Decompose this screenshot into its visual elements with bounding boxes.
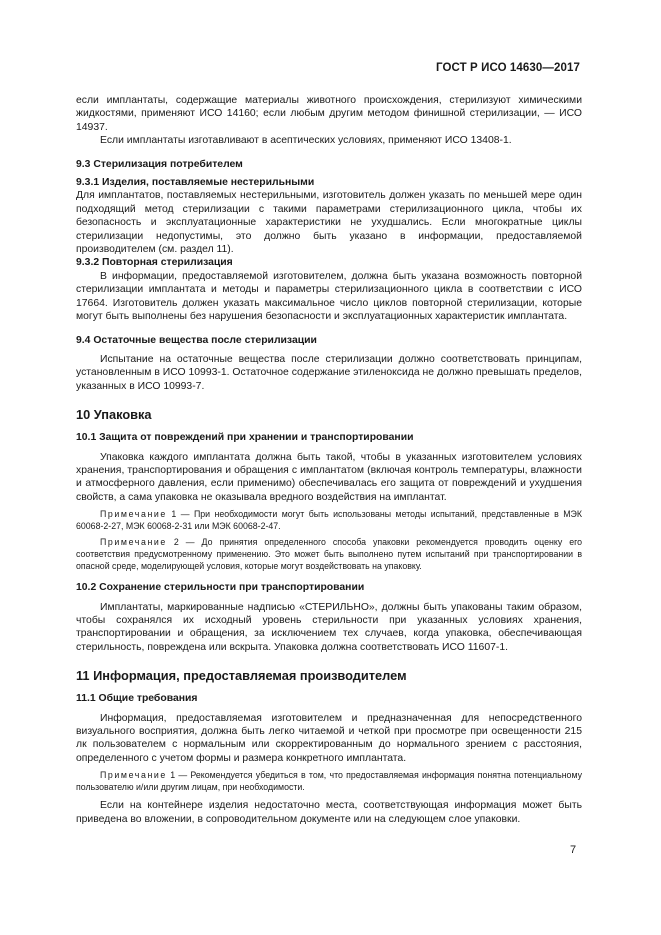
document-header: ГОСТ Р ИСО 14630—2017 — [435, 62, 580, 74]
page-number: 7 — [570, 844, 577, 856]
section-heading-10: 10 Упаковка — [76, 407, 152, 423]
note — [76, 537, 582, 572]
paragraph: Информация, предоставляемая изготовителем и предназначенная для непосредственного визуального восприятия, должна быть легко читаемой и четкой при просмотре при освещенности 215 лк пользователем с нормальным или скорректированным до нормального зрением с расстояния, определенного с учетом формы и размера конкретного имплантата. — [76, 712, 582, 764]
note-text: 1 — Рекомендуется убедиться в том, что предоставляемая информация понятна потенциальному пользователю и/или другим лицам, при необходимости. — [76, 770, 582, 792]
note — [76, 509, 582, 532]
paragraph: Упаковка каждого имплантата должна быть такой, чтобы в указанных изготовителем условиях хранения, транспортирования и обращения с имплантатом (включая контроль температуры, влажности и атмосферного давления, если применимо) обеспечивалась его защита от повреждений и ухудшения свойств, а сама упаковка не оказывала вредного воздействия на имплантат. — [76, 451, 582, 503]
paragraph: Испытание на остаточные вещества после стерилизации должно соответствовать принципам, установленным в ИСО 10993-1. Остаточное содержание этиленоксида не должно превышать пределов, указанных в ИСО 10993-7. — [76, 353, 582, 392]
section-heading-9-4: 9.4 Остаточные вещества после стерилизации — [76, 334, 317, 346]
paragraph: Если имплантаты изготавливают в асептических условиях, применяют ИСО 13408-1. — [100, 135, 512, 147]
section-heading-10-2: 10.2 Сохранение стерильности при транспортировании — [76, 582, 365, 594]
section-heading-11: 11 Информация, предоставляемая производителем — [76, 668, 407, 684]
note — [76, 770, 582, 793]
note-text: 2 — До принятия определенного способа упаковки рекомендуется проводить оценку его соответствия предусмотренному применению. Это может быть выполнено путем испытаний при транспортировании в опасной среде, моделирующей условия, которые могут воздействовать на упаковку. — [76, 537, 582, 571]
paragraph: если имплантаты, содержащие материалы животного происхождения, стерилизуют химическими жидкостями, применяют ИСО 14160; если любым другим методом финишной стерилизации, — ИСО 14937. — [76, 95, 582, 133]
note-text: 1 — При необходимости могут быть использованы методы испытаний, представленные в МЭК 60068-2-27, МЭК 60068-2-31 или МЭК 60068-2-47. — [76, 509, 582, 531]
paragraph: Для имплантатов, поставляемых нестерильными, изготовитель должен указать по меньшей мере один подходящий метод стерилизации с такими параметрами стерилизационного цикла, чтобы их безопасность и эксплуатационные характеристики не ухудшались. Если многократные циклы стерилизации недопустимы, это должно быть указано в информации, предоставляемой производителем (см. раздел 11). — [76, 190, 582, 256]
page-content — [76, 94, 582, 826]
note-label: Примечание — [100, 509, 167, 520]
section-heading-9-3-1: 9.3.1 Изделия, поставляемые нестерильными — [76, 177, 315, 189]
section-heading-11-1: 11.1 Общие требования — [76, 693, 198, 705]
section-heading-10-1: 10.1 Защита от повреждений при хранении и транспортировании — [76, 432, 414, 444]
note-label: Примечание — [100, 537, 167, 548]
section-heading-9-3-2: 9.3.2 Повторная стерилизация — [76, 257, 233, 269]
paragraph: В информации, предоставляемой изготовителем, должна быть указана возможность повторной стерилизации имплантата и методы и параметры стерилизационного цикла в соответствии с ИСО 17664. Изготовитель должен указать максимальное число циклов повторной стерилизации, которые могут быть выполнены без нарушения безопасности и эксплуатационных характеристик имплантата. — [76, 270, 582, 323]
paragraph: Имплантаты, маркированные надписью «СТЕРИЛЬНО», должны быть упакованы таким образом, чтобы сохранялся их исходный уровень стерильности при указанных условиях хранения, транспортировании и обращения, за исключением тех случаев, когда упаковка, обеспечивающая стерильность, повреждена или вскрыта. Упаковка должна соответствовать ИСО 11607-1. — [76, 601, 582, 653]
section-heading-9-3: 9.3 Стерилизация потребителем — [76, 158, 243, 170]
paragraph: Если на контейнере изделия недостаточно места, соответствующая информация может быть приведена во вложении, в сопроводительном документе или на следующем слое упаковки. — [76, 800, 582, 825]
note-label: Примечание — [100, 770, 167, 781]
